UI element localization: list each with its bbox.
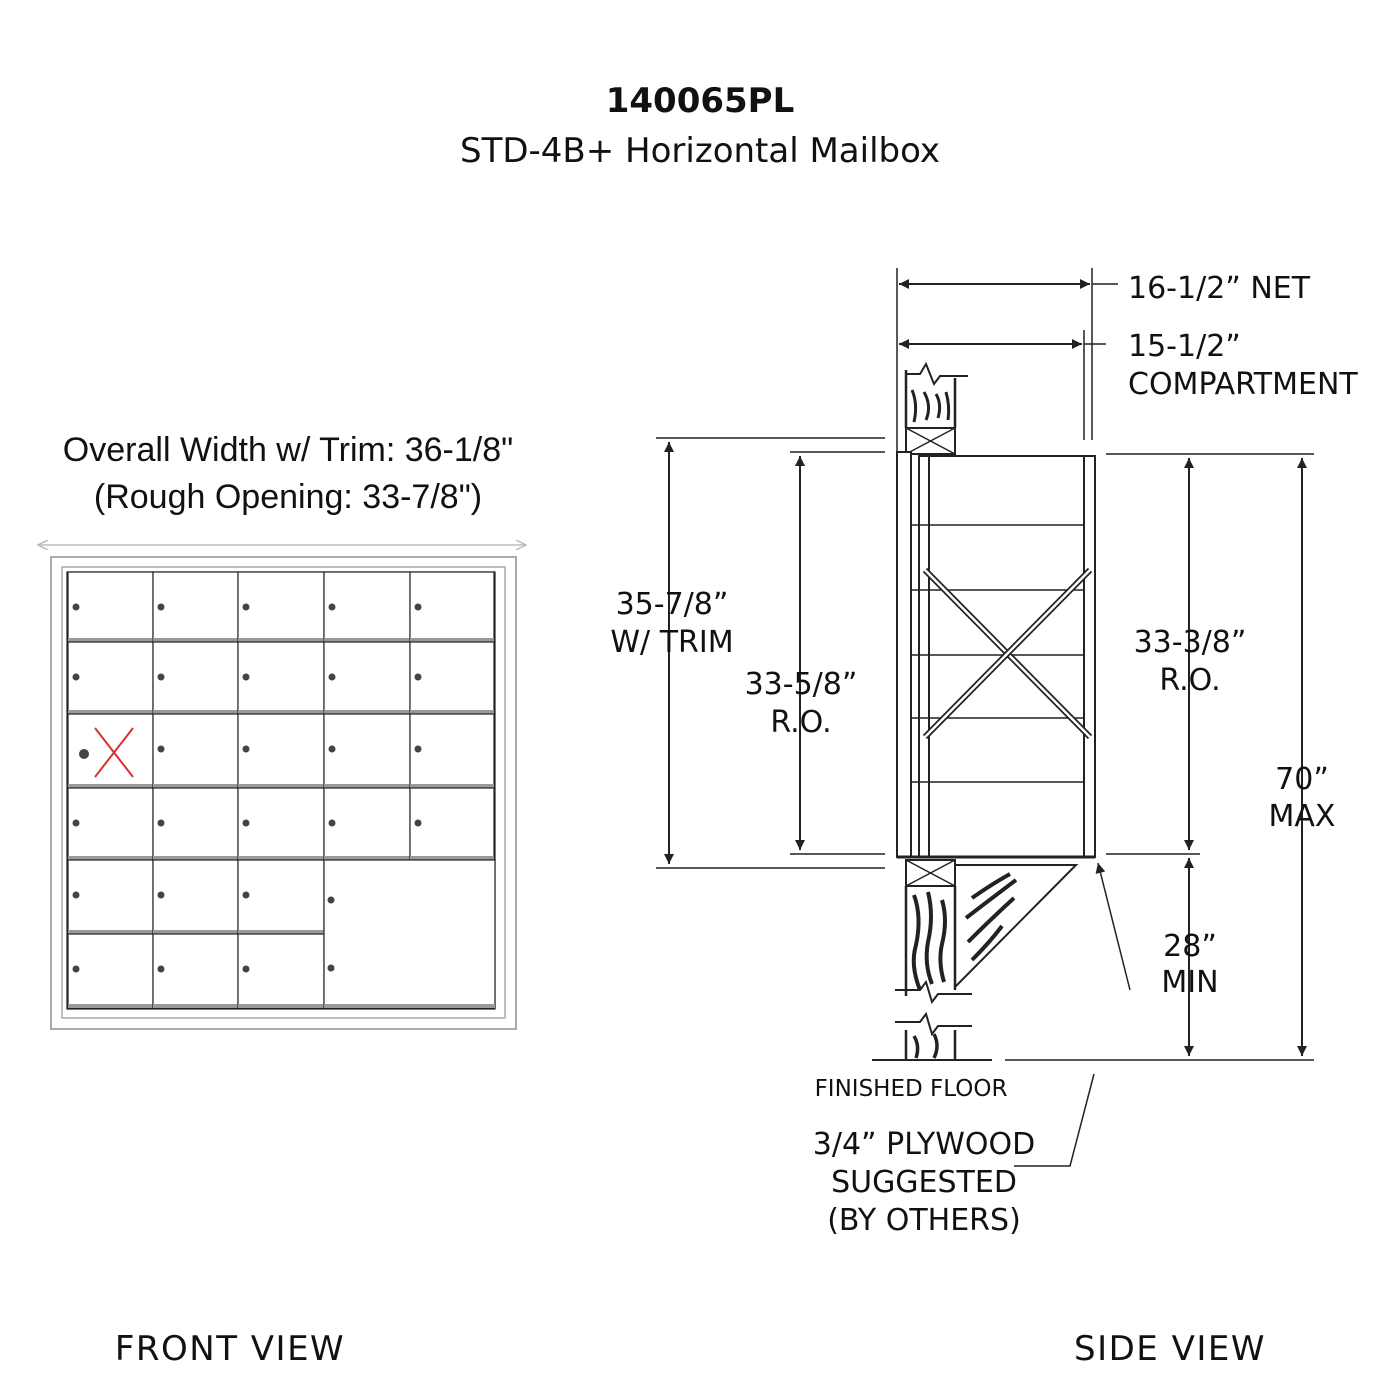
mailbox-door: [238, 642, 324, 714]
ro-left-label: 33-5/8”: [744, 667, 858, 702]
wall-stud-lower: [895, 860, 972, 1060]
mailbox-door: [410, 788, 494, 860]
mailbox-door: [410, 714, 494, 788]
door-lock-icon: [73, 674, 80, 681]
ro-right-label: 33-3/8”: [1133, 625, 1247, 660]
mailbox-door: [68, 934, 153, 1008]
door-lock-icon: [158, 746, 165, 753]
mailbox-door: [410, 642, 494, 714]
door-lock-icon: [243, 746, 250, 753]
front-view-caption: FRONT VIEW: [114, 1329, 346, 1369]
mailbox-door: [238, 934, 324, 1008]
door-lock-icon: [158, 966, 165, 973]
door-lock-icon: [243, 820, 250, 827]
plywood-by-others-label: (BY OTHERS): [827, 1203, 1021, 1238]
wall-stud-upper: [906, 364, 968, 454]
door-lock-icon: [329, 604, 336, 611]
door-lock-icon: [415, 604, 422, 611]
trim-height-sublabel: W/ TRIM: [610, 625, 734, 660]
compartment-depth-label: 15-1/2”: [1128, 329, 1241, 364]
mailbox-door: [153, 934, 238, 1008]
rough-opening-label: (Rough Opening: 33-7/8"): [93, 478, 483, 516]
trim-front: [897, 452, 911, 857]
trim-height-label: 35-7/8”: [615, 587, 729, 622]
mailbox-door: [68, 860, 153, 934]
parcel-door: [324, 860, 495, 1008]
ro-right-sublabel: R.O.: [1159, 663, 1221, 698]
door-grid: [68, 572, 495, 1008]
plywood-bracket: [955, 865, 1076, 987]
door-lock-icon: [329, 746, 336, 753]
mailbox-door: [324, 572, 410, 642]
side-view: [656, 268, 1314, 1166]
mailbox-door: [68, 572, 153, 642]
mailbox-door: [324, 788, 410, 860]
plywood-suggested-label: SUGGESTED: [831, 1165, 1017, 1200]
mailbox-door: [324, 714, 410, 788]
mailbox-door: [153, 860, 238, 934]
mailbox-door: [238, 788, 324, 860]
mailbox-door: [324, 642, 410, 714]
door-lock-icon: [415, 820, 422, 827]
front-view: [51, 557, 516, 1029]
compartment-label: COMPARTMENT: [1128, 367, 1358, 402]
ro-left-sublabel: R.O.: [770, 705, 832, 740]
door-lock-icon: [328, 965, 335, 972]
door-lock-icon: [329, 820, 336, 827]
door-lock-icon: [415, 674, 422, 681]
finished-floor-label: FINISHED FLOOR: [814, 1076, 1008, 1102]
door-lock-icon: [73, 966, 80, 973]
overall-width-label: Overall Width w/ Trim: 36-1/8": [62, 431, 514, 469]
door-lock-icon: [158, 820, 165, 827]
door-lock-icon: [415, 746, 422, 753]
door-lock-icon: [158, 674, 165, 681]
min-height-label: 28”: [1163, 929, 1217, 964]
door-lock-icon: [329, 674, 336, 681]
door-lock-icon: [73, 604, 80, 611]
model-number: 140065PL: [605, 81, 795, 121]
mailbox-door: [153, 788, 238, 860]
mailbox-door: [68, 642, 153, 714]
mailbox-door: [410, 572, 494, 642]
plywood-label: 3/4” PLYWOOD: [812, 1127, 1036, 1162]
door-lock-icon: [243, 892, 250, 899]
product-subtitle: STD-4B+ Horizontal Mailbox: [460, 131, 940, 171]
mailbox-door: [68, 788, 153, 860]
door-lock-icon: [73, 820, 80, 827]
net-depth-label: 16-1/2” NET: [1128, 271, 1311, 306]
mailbox-door: [153, 572, 238, 642]
door-lock-icon: [328, 897, 335, 904]
max-height-label: 70”: [1275, 762, 1329, 797]
min-height-sublabel: MIN: [1161, 965, 1219, 1000]
max-height-sublabel: MAX: [1268, 799, 1336, 834]
door-lock-icon: [158, 892, 165, 899]
door-lock-icon: [243, 966, 250, 973]
door-lock-icon: [158, 604, 165, 611]
mailbox-door: [238, 860, 324, 934]
mailbox-door: [153, 642, 238, 714]
door-lock-icon: [73, 892, 80, 899]
door-lock-icon: [243, 674, 250, 681]
mailbox-door: [238, 572, 324, 642]
mailbox-door: [238, 714, 324, 788]
door-lock-icon: [243, 604, 250, 611]
mailbox-door: [153, 714, 238, 788]
side-view-caption: SIDE VIEW: [1074, 1329, 1266, 1369]
